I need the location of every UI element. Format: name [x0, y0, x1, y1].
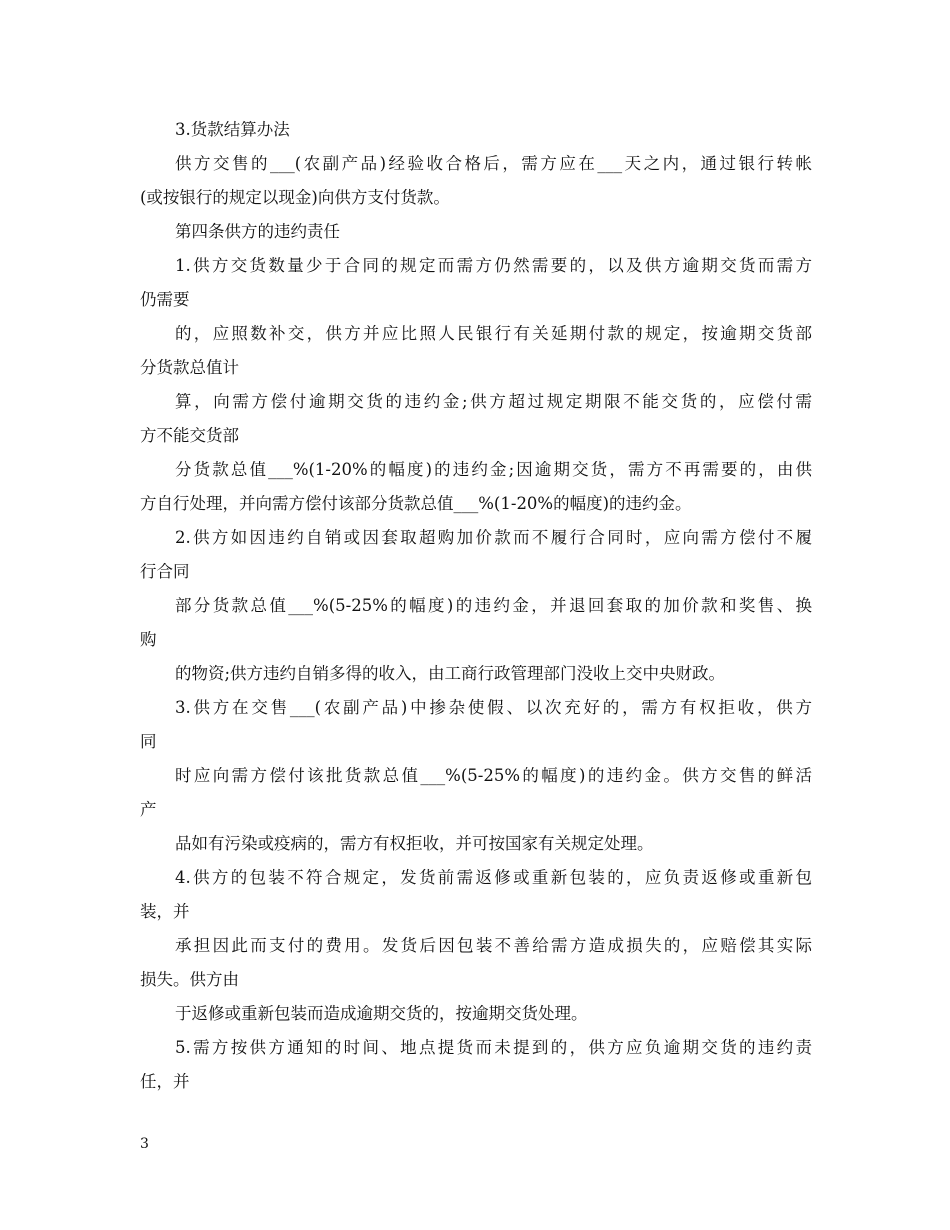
document-body: [140, 113, 812, 1099]
paragraph-line: 同: [140, 732, 157, 751]
page-number: 3: [140, 1136, 149, 1152]
paragraph-line: 方不能交货部: [140, 426, 239, 445]
paragraph-line: 供方交售的___(农副产品)经验收合格后，需方应在___天之内，通过银行转帐: [175, 154, 812, 173]
paragraph-line: 任，并: [140, 1072, 190, 1091]
paragraph-line: 分货款总值___%(1-20%的幅度)的违约金;因逾期交货，需方不再需要的，由供: [175, 460, 812, 479]
paragraph-line: 时应向需方偿付该批货款总值___%(5-25%的幅度)的违约金。供方交售的鲜活: [175, 766, 812, 785]
paragraph-line: 行合同: [140, 562, 190, 581]
paragraph-line: 品如有污染或疫病的，需方有权拒收，并可按国家有关规定处理。: [175, 834, 654, 853]
paragraph-line: 2.供方如因违约自销或因套取超购加价款而不履行合同时，应向需方偿付不履: [175, 528, 812, 547]
paragraph-line: 仍需要: [140, 290, 190, 309]
paragraph-line: 1.供方交货数量少于合同的规定而需方仍然需要的，以及供方逾期交货而需方: [175, 256, 812, 275]
paragraph-line: 损失。供方由: [140, 970, 239, 989]
paragraph-line: 部分货款总值___%(5-25%的幅度)的违约金，并退回套取的加价款和奖售、换: [175, 596, 812, 615]
article-heading-supplier-liability: 第四条供方的违约责任: [175, 222, 340, 241]
paragraph-line: 的物资;供方违约自销多得的收入，由工商行政管理部门没收上交中央财政。: [175, 664, 726, 683]
paragraph-line: 方自行处理，并向需方偿付该部分货款总值___%(1-20%的幅度)的违约金。: [140, 494, 692, 513]
paragraph-line: 4.供方的包装不符合规定，发货前需返修或重新包装的，应负责返修或重新包: [175, 868, 812, 887]
paragraph-line: 3.供方在交售___(农副产品)中掺杂使假、以次充好的，需方有权拒收，供方: [175, 698, 812, 717]
paragraph-line: 5.需方按供方通知的时间、地点提货而未提到的，供方应负逾期交货的违约责: [175, 1038, 812, 1057]
paragraph-line: (或按银行的规定以现金)向供方支付货款。: [140, 188, 450, 207]
paragraph-line: 购: [140, 630, 157, 649]
paragraph-line: 算，向需方偿付逾期交货的违约金;供方超过规定期限不能交货的，应偿付需: [175, 392, 812, 411]
section-heading-payment: 3.货款结算办法: [175, 120, 290, 139]
paragraph-line: 于返修或重新包装而造成逾期交货的，按逾期交货处理。: [175, 1004, 588, 1023]
paragraph-line: 分货款总值计: [140, 358, 239, 377]
paragraph-line: 产: [140, 800, 157, 819]
paragraph-line: 装，并: [140, 902, 190, 921]
paragraph-line: 承担因此而支付的费用。发货后因包装不善给需方造成损失的，应赔偿其实际: [175, 936, 812, 955]
paragraph-line: 的，应照数补交，供方并应比照人民银行有关延期付款的规定，按逾期交货部: [175, 324, 812, 343]
